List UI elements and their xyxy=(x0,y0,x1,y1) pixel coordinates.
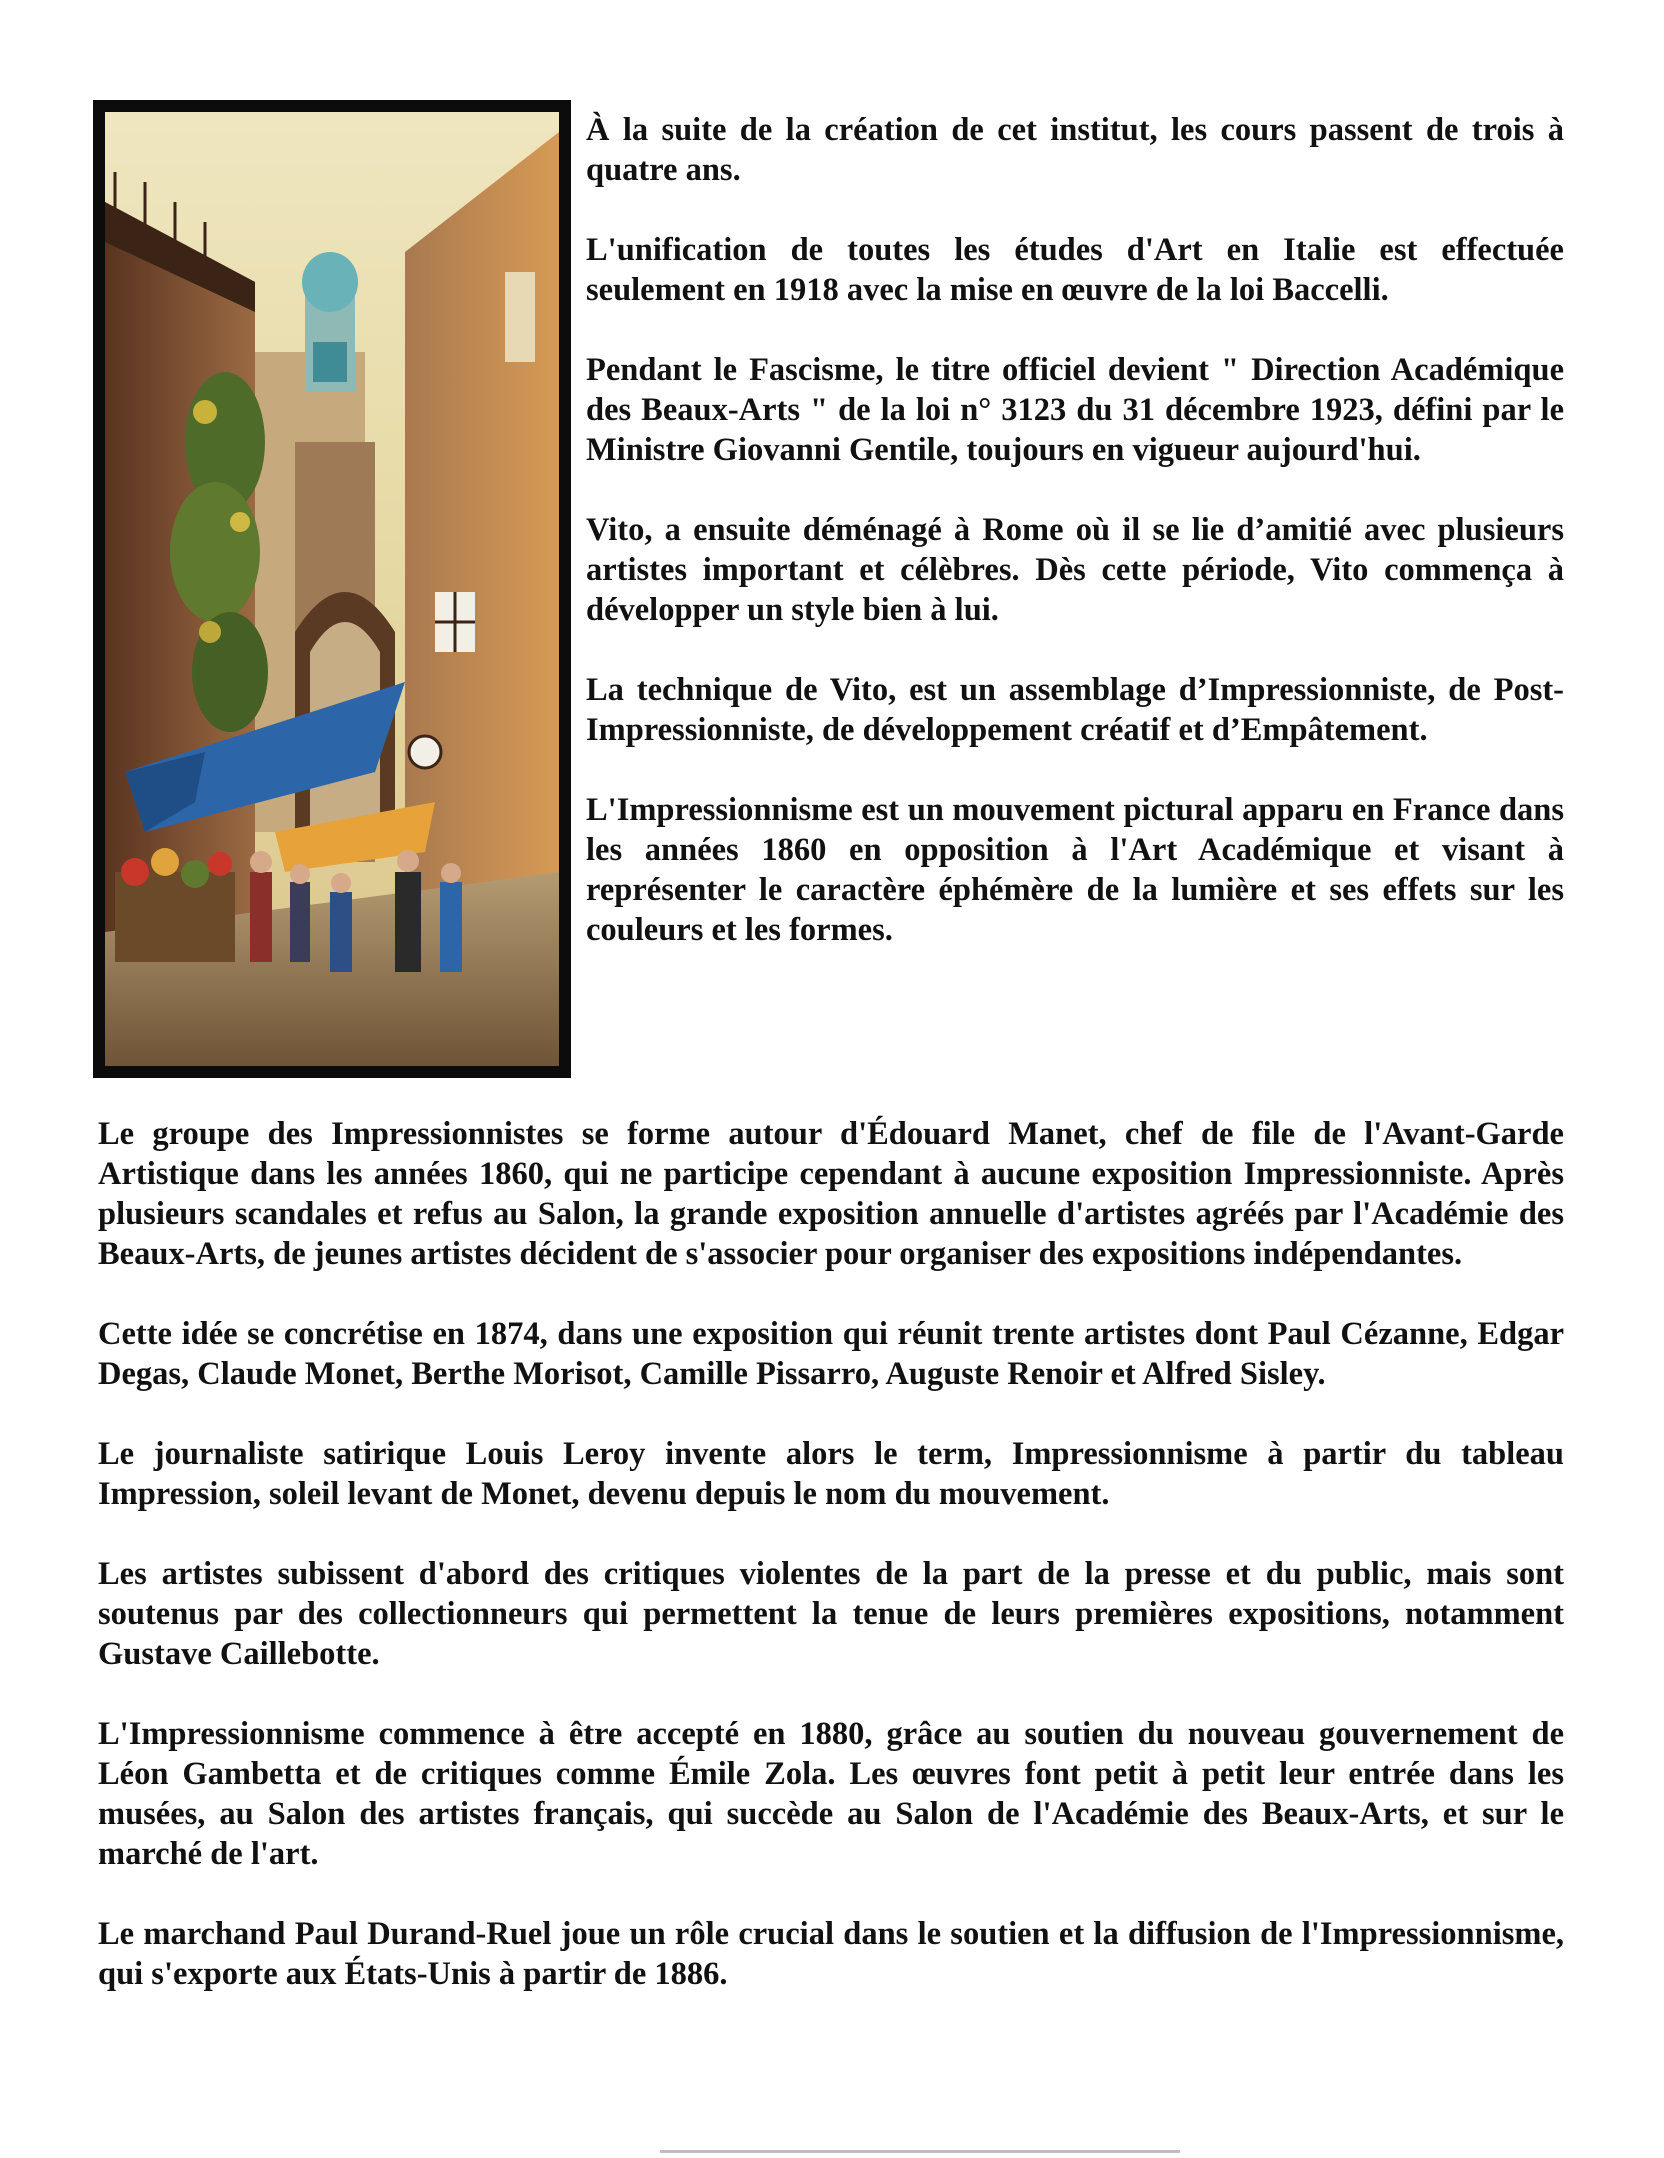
paragraph: Le journaliste satirique Louis Leroy invente alors le term, Impressionnisme à partir du tableau Impression, soleil levant de Monet, devenu depuis le nom du mouvement. xyxy=(98,1436,1564,1512)
paragraph: L'unification de toutes les études d'Art en Italie est effectuée seulement en 1918 avec la mise en œuvre de la loi Baccelli. xyxy=(586,232,1564,308)
paragraph: L'Impressionnisme commence à être accepté en 1880, grâce au soutien du nouveau gouvernement de Léon Gambetta et de critiques comme Émile Zola. Les œuvres font petit à petit leur entrée dans les musées, au Salon des artistes français, qui succède au Salon de l'Académie des Beaux-Arts, et sur le marché de l'art. xyxy=(98,1716,1564,1872)
street-scene-painting xyxy=(105,112,559,1066)
paragraph: Vito, a ensuite déménagé à Rome où il se lie d’amitié avec plusieurs artistes important et célèbres. Dès cette période, Vito commença à développer un style bien à lui. xyxy=(586,512,1564,628)
bottom-text-block xyxy=(98,1114,1564,2034)
footer-divider xyxy=(660,2150,1180,2153)
painting-image xyxy=(93,100,571,1078)
top-text-column xyxy=(586,110,1564,990)
paragraph: Le groupe des Impressionnistes se forme autour d'Édouard Manet, chef de file de l'Avant-Garde Artistique dans les années 1860, qui ne participe cependant à aucune exposition Impressionniste. Après plusieurs scandales et refus au Salon, la grande exposition annuelle d'artistes agréés par l'Académie des Beaux-Arts, de jeunes artistes décident de s'associer pour organiser des expositions indépendantes. xyxy=(98,1116,1564,1272)
paragraph: Les artistes subissent d'abord des critiques violentes de la part de la presse et du public, mais sont soutenus par des collectionneurs qui permettent la tenue de leurs premières expositions, notamment Gustave Caillebotte. xyxy=(98,1556,1564,1672)
paragraph: Cette idée se concrétise en 1874, dans une exposition qui réunit trente artistes dont Paul Cézanne, Edgar Degas, Claude Monet, Berthe Morisot, Camille Pissarro, Auguste Renoir et Alfred Sisley. xyxy=(98,1316,1564,1392)
paragraph: Pendant le Fascisme, le titre officiel devient " Direction Académique des Beaux-Arts " de la loi n° 3123 du 31 décembre 1923, défini par le Ministre Giovanni Gentile, toujours en vigueur aujourd'hui. xyxy=(586,352,1564,468)
paragraph: À la suite de la création de cet institut, les cours passent de trois à quatre ans. xyxy=(586,112,1564,188)
paragraph: L'Impressionnisme est un mouvement pictural apparu en France dans les années 1860 en opposition à l'Art Académique et visant à représenter le caractère éphémère de la lumière et ses effets sur les couleurs et les formes. xyxy=(586,792,1564,948)
paragraph: La technique de Vito, est un assemblage d’Impressionniste, de Post-Impressionniste, de développement créatif et d’Empâtement. xyxy=(586,672,1564,748)
paragraph: Le marchand Paul Durand-Ruel joue un rôle crucial dans le soutien et la diffusion de l'Impressionnisme, qui s'exporte aux États-Unis à partir de 1886. xyxy=(98,1916,1564,1992)
